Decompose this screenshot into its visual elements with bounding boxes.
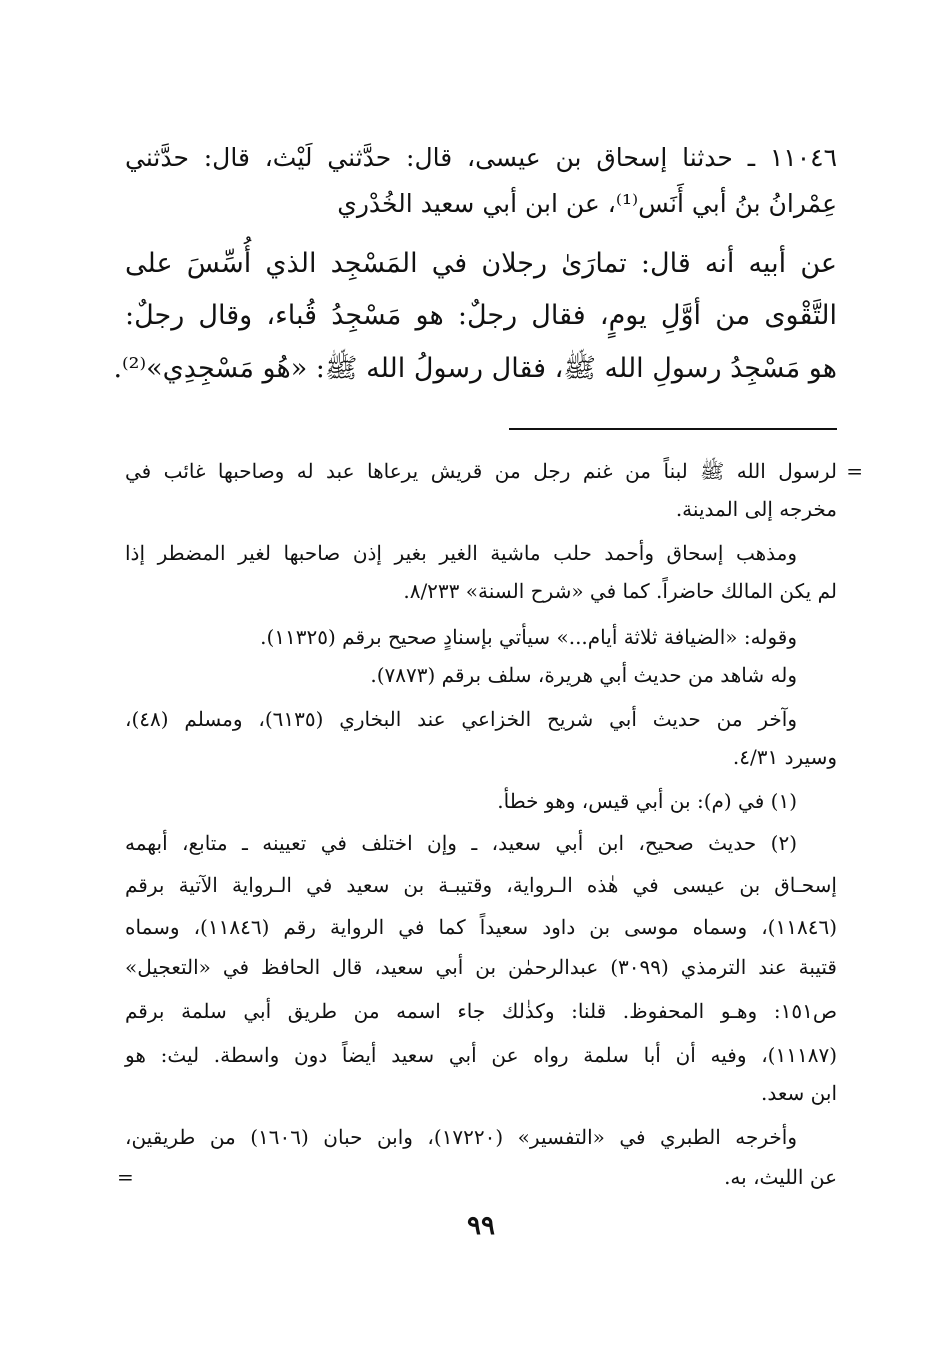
footnote-2-line-5: ص١٥١: وهـو المحفوظ. قلنا: وكذٰلك جاء اسمه من طريق أبي سلمة برقم <box>125 999 837 1023</box>
footnote-line-5: وقوله: «الضيافة ثلاثة أيام...» سيأتي بإسنادٍ صحيح برقم (١١٣٢٥). <box>260 625 797 649</box>
hadith-line-2: عِمْرانُ بنُ أبي أَنَس⁽¹⁾، عن ابن أبي سعيد الخُدْري <box>337 189 837 218</box>
footnote-1: (١) في (م): بن أبي قيس، وهو خطأ. <box>497 789 797 813</box>
book-page <box>113 0 863 1364</box>
footnote-line-7: وآخر من حديث أبي شريح الخزاعي عند البخاري (٦١٣٥)، ومسلم (٤٨)، <box>125 707 798 731</box>
footnote-2-line-8: وأخرجه الطبري في «التفسير» (١٧٢٢٠)، وابن حبان (١٦٠٦) من طريقين، <box>125 1125 797 1149</box>
footnote-2-line-6: (١١١٨٧)، وفيه أن أبا سلمة رواه عن أبي سعيد أيضاً دون واسطة. ليث: هو <box>125 1043 837 1067</box>
footnote-2-line-7: ابن سعد. <box>761 1081 837 1105</box>
hadith-line-3: عن أبيه أنه قال: تمارَىٰ رجلان في المَسْجِد الذي أُسِّسَ على <box>125 248 837 279</box>
footnote-2-line-4: قتيبة عند الترمذي (٣٠٩٩) عبدالرحمٰن بن أبي سعيد، قال الحافظ في «التعجيل» <box>125 955 837 979</box>
footnote-2-line-1: (٢) حديث صحيح، ابن أبي سعيد، ـ وإن اختلف في تعيينه ـ متابع، أبهمه <box>125 831 797 855</box>
page-number: ٩٩ <box>467 1211 495 1241</box>
footnote-line-4: لم يكن المالك حاضراً. كما في «شرح السنة» ٨/٢٣٣. <box>403 579 837 603</box>
footnote-2-line-9: عن الليث، به. <box>724 1165 837 1189</box>
hadith-line-1: ١١٠٤٦ ـ حدثنا إسحاق بن عيسى، قال: حدَّثني لَيْث، قال: حدَّثني <box>125 143 837 172</box>
footnote-2-line-3: (١١٨٤٦)، وسماه موسى بن داود سعيداً كما في الرواية رقم (١١٨٤٦)، وسماه <box>125 915 837 939</box>
continuation-marker: = <box>846 459 863 483</box>
continued-marker: = <box>117 1165 134 1189</box>
footnote-line-8: وسيرد ٤/٣١. <box>732 745 837 769</box>
footnote-2-line-2: إسحـاق بن عيسى في هٰذه الـرواية، وقتيبـة بن سعيد في الـرواية الآتية برقم <box>125 873 837 897</box>
hadith-line-5: هو مَسْجِدُ رسولِ الله ﷺ، فقال رسولُ الله ﷺ: «هُو مَسْجِدِي»⁽²⁾. <box>113 353 837 384</box>
footnote-line-1: لرسول الله ﷺ لبناً من غنم رجل من قريش يرعاها عبد له وصاحبها غائب في <box>125 459 837 483</box>
footnote-line-3: ومذهب إسحاق وأحمد حلب ماشية الغير بغير إذن صاحبها لغير المضطر إذا <box>125 541 798 565</box>
footnote-line-6: وله شاهد من حديث أبي هريرة، سلف برقم (٧٨٧٣). <box>370 663 797 687</box>
footnote-line-2: مخرجه إلى المدينة. <box>675 497 837 521</box>
footnote-divider <box>509 428 837 430</box>
hadith-line-4: التَّقْوى من أوَّلِ يومٍ، فقال رجلٌ: هو مَسْجِدُ قُباء، وقال رجلٌ: <box>125 300 837 331</box>
